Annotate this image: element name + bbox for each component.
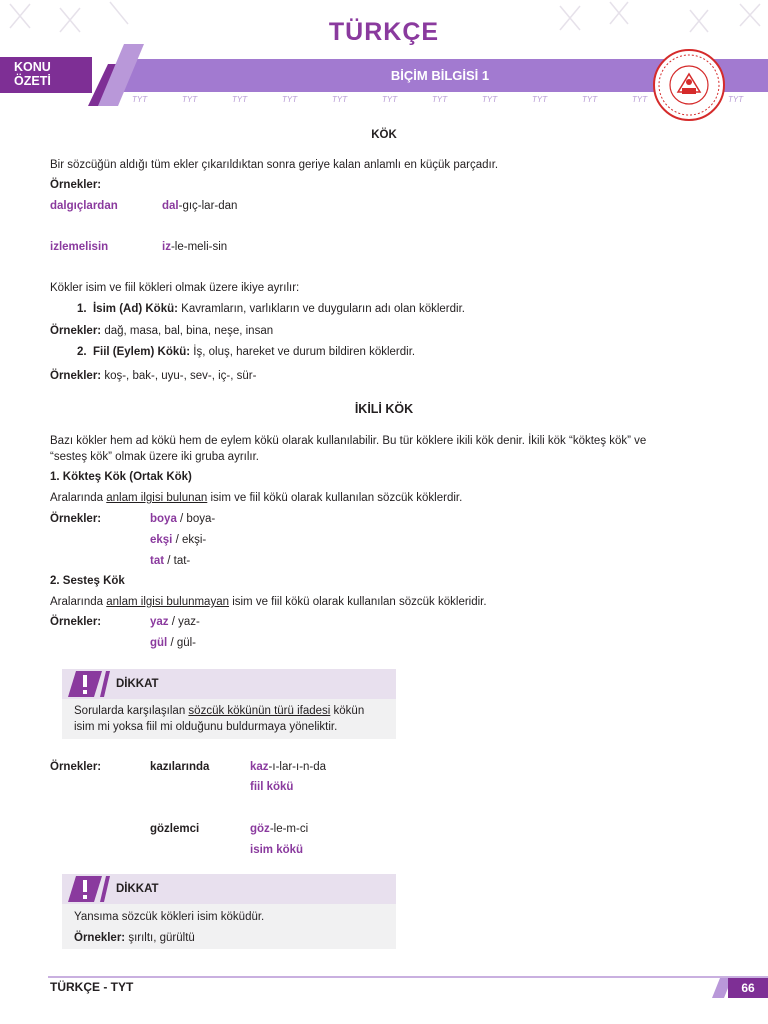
list-item-fiil-koku: 2. Fiil (Eylem) Kökü: İş, oluş, hareket ve durum bildiren köklerdir.: [77, 346, 416, 358]
exclamation-icon: [68, 876, 102, 902]
sestes-heading: 2. Sesteş Kök: [50, 575, 125, 587]
example-word: izlemelisin: [50, 241, 109, 253]
analysis-breakdown: kaz-ı-lar-ı-n-da: [250, 761, 327, 773]
types-intro: Kökler isim ve fiil kökleri olmak üzere ikiye ayrılır:: [50, 282, 300, 294]
list-item: yaz / yaz-: [150, 616, 200, 628]
dikkat-box: [62, 669, 396, 739]
slash-icon: [100, 671, 110, 697]
sestes-examples-label: Örnekler:: [50, 616, 102, 628]
list-item: gül / gül-: [150, 637, 197, 649]
footer-rule: [48, 976, 768, 978]
examples-label: Örnekler:: [50, 179, 102, 191]
section-title: BİÇİM BİLGİSİ 1: [390, 68, 490, 83]
list-item: tat / tat-: [150, 555, 191, 567]
example-breakdown: dal-gıç-lar-dan: [162, 200, 238, 212]
footer-label: TÜRKÇE - TYT: [50, 980, 134, 994]
dikkat-box: [62, 874, 396, 949]
ikili-intro-line2: “sesteş kök” olmak üzere iki gruba ayrılır.: [50, 451, 259, 463]
list-item: boya / boya-: [150, 513, 216, 525]
ikili-intro-line1: Bazı kökler hem ad kökü hem de eylem kökü olarak kullanılabilir. Bu tür köklere ikili kök denir. İkili kök “kökteş kök” ve: [50, 435, 647, 447]
sestes-definition: Aralarında anlam ilgisi bulunmayan isim ve fiil kökü olarak kullanılan sözcük kökleridir.: [50, 596, 487, 608]
analysis-breakdown: göz-le-m-ci: [250, 823, 309, 835]
kok-definition: Bir sözcüğün aldığı tüm ekler çıkarıldıktan sonra geriye kalan anlamlı en küçük parçadır.: [50, 159, 499, 171]
page-number: 66: [741, 981, 755, 995]
analysis-type: isim kökü: [250, 844, 304, 856]
exclamation-icon: [68, 671, 102, 697]
example-breakdown: iz-le-meli-sin: [162, 241, 228, 253]
konu-ozeti-label: KONU ÖZETİ: [14, 60, 51, 88]
ikili-heading: İKİLİ KÖK: [354, 402, 414, 416]
examples-fiil: Örnekler: koş-, bak-, uyu-, sev-, iç-, sür-: [50, 370, 257, 382]
analysis-label: Örnekler:: [50, 761, 102, 773]
koktes-heading: 1. Kökteş Kök (Ortak Kök): [50, 471, 192, 483]
page-title: TÜRKÇE: [328, 18, 440, 46]
dikkat-text: Sorularda karşılaşılan sözcük kökünün türü ifadesi kökün isim mi yoksa fiil mi olduğunu buldurmaya yöneliktir.: [74, 705, 365, 733]
analysis-type: fiil kökü: [250, 781, 294, 793]
slash-icon: [100, 876, 110, 902]
ministry-seal-icon: [652, 48, 726, 122]
examples-isim: Örnekler: dağ, masa, bal, bina, neşe, insan: [50, 325, 274, 337]
dikkat-title: DİKKAT: [116, 678, 159, 690]
dikkat-text: Yansıma sözcük kökleri isim köküdür. Örnekler: şırıltı, gürültü: [74, 911, 265, 944]
list-item-isim-koku: 1. İsim (Ad) Kökü: Kavramların, varlıkların ve duyguların adı olan köklerdir.: [77, 303, 465, 315]
tyt-strip: TYT TYT TYT TYT TYT TYT TYT TYT TYT TYT TYT TYT: [132, 95, 744, 104]
example-word: dalgıçlardan: [50, 200, 118, 212]
list-item: ekşi / ekşi-: [150, 534, 207, 546]
koktes-definition: Aralarında anlam ilgisi bulunan isim ve fiil kökü olarak kullanılan sözcük köklerdir.: [50, 492, 463, 504]
koktes-examples-label: Örnekler:: [50, 513, 102, 525]
kok-heading: KÖK: [371, 129, 397, 141]
dikkat-title: DİKKAT: [116, 883, 159, 895]
analysis-word: gözlemci: [150, 823, 200, 835]
analysis-word: kazılarında: [150, 761, 210, 773]
